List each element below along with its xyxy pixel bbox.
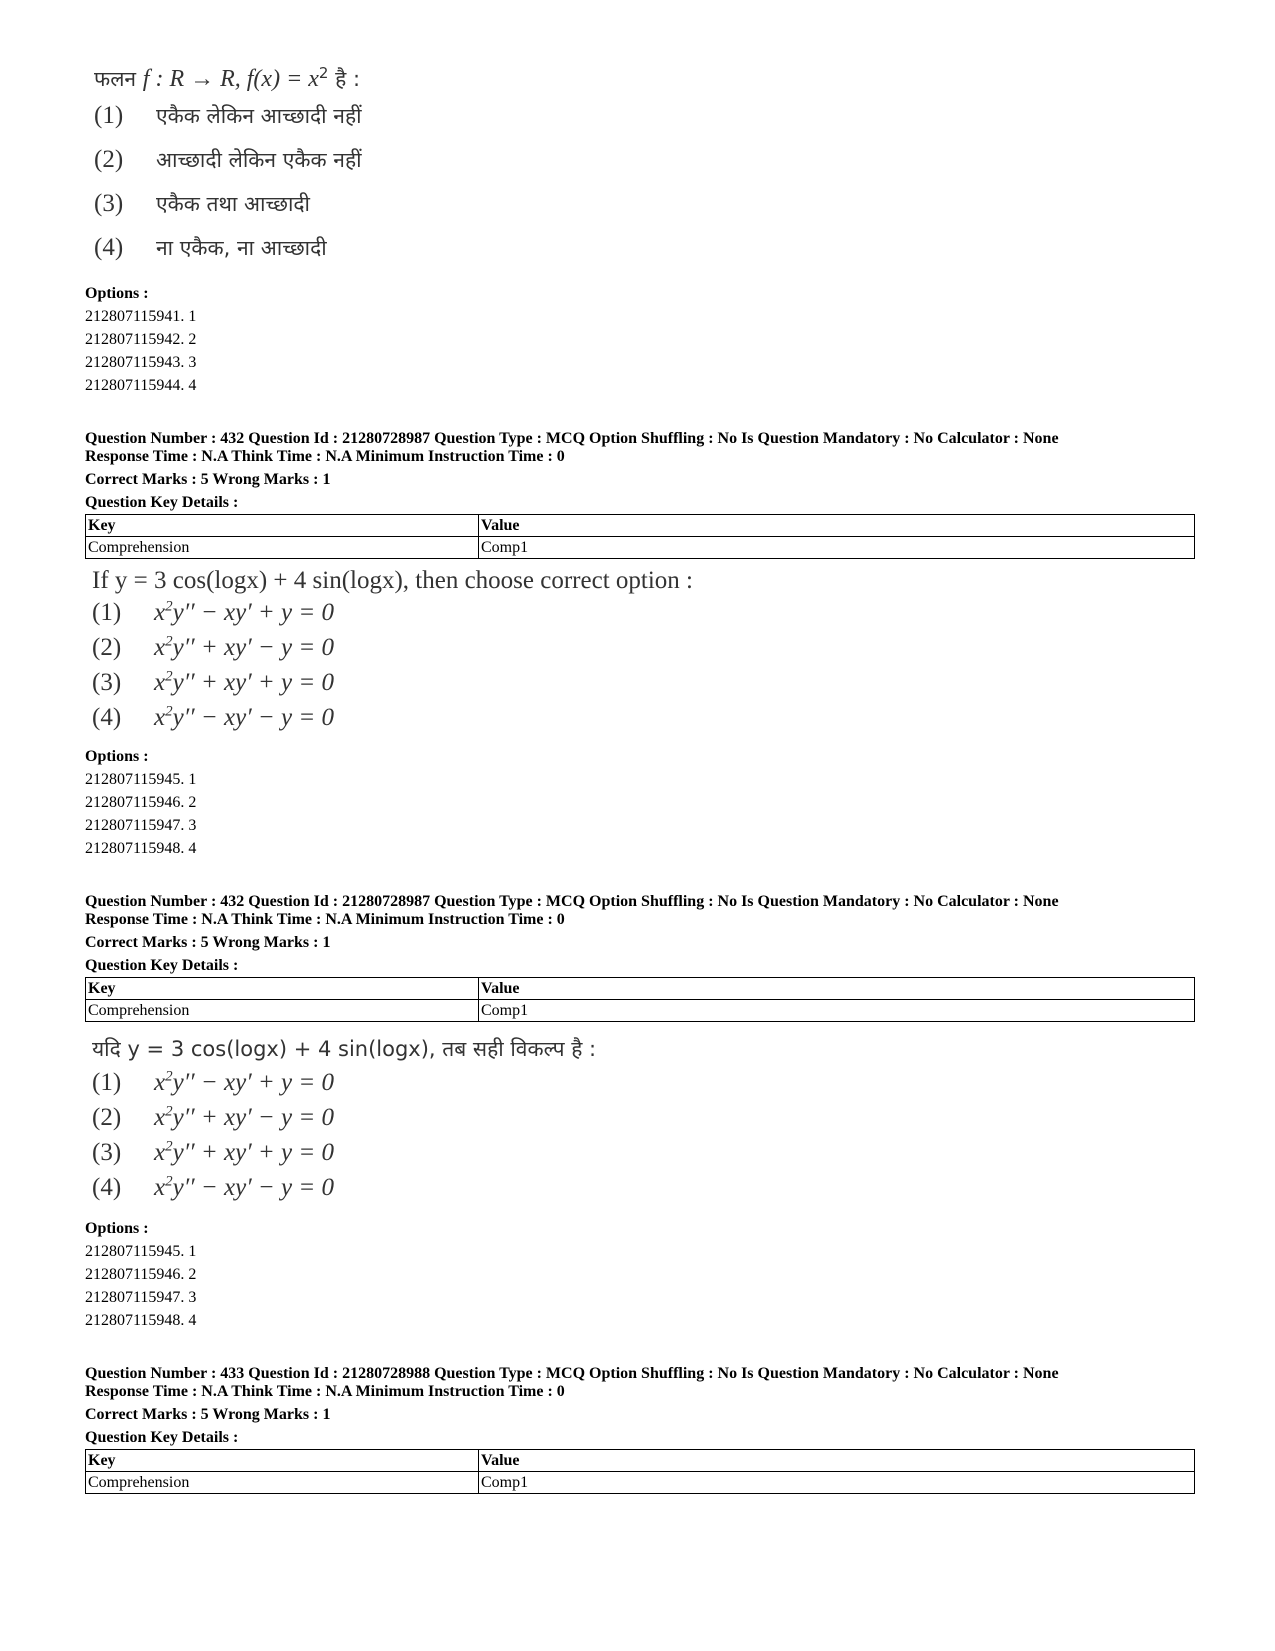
question-option: (2) $x^2y'' + xy' - y = 0$ <box>92 633 335 661</box>
table-header-key: Key <box>86 1450 479 1472</box>
table-cell-key: Comprehension <box>86 1472 479 1494</box>
table-cell-value: Comp1 <box>479 1472 1195 1494</box>
question-option: (2) $x^2y'' + xy' - y = 0$ <box>92 1103 335 1131</box>
question-stem: If y = 3 cos(logx) + 4 sin(logx), then choose correct option : <box>92 567 693 594</box>
question-key-details-label: Question Key Details : <box>85 1429 239 1446</box>
table-row <box>86 1000 1195 1022</box>
question-marks: Correct Marks : 5 Wrong Marks : 1 <box>85 471 331 488</box>
options-label: Options : <box>85 748 149 765</box>
question-key-table <box>85 1449 1195 1494</box>
question-meta-line: Response Time : N.A Think Time : N.A Minimum Instruction Time : 0 <box>85 911 565 928</box>
answer-option: 212807115947. 3 <box>85 817 197 834</box>
table-header-value: Value <box>479 1450 1195 1472</box>
table-cell-value: Comp1 <box>479 1000 1195 1022</box>
question-marks: Correct Marks : 5 Wrong Marks : 1 <box>85 934 331 951</box>
answer-option: 212807115945. 1 <box>85 771 197 788</box>
table-header-key: Key <box>86 515 479 537</box>
question-option: (3) एकैक तथा आच्छादी <box>94 190 310 217</box>
answer-option: 212807115946. 2 <box>85 1266 197 1283</box>
table-cell-key: Comprehension <box>86 537 479 559</box>
question-option: (3) $x^2y'' + xy' + y = 0$ <box>92 1138 335 1166</box>
question-option: (1) एकैक लेकिन आच्छादी नहीं <box>94 102 362 129</box>
table-cell-value: Comp1 <box>479 537 1195 559</box>
question-key-table <box>85 977 1195 1022</box>
table-header-value: Value <box>479 978 1195 1000</box>
answer-option: 212807115948. 4 <box>85 1312 197 1329</box>
table-header-row <box>86 1450 1195 1472</box>
answer-option: 212807115946. 2 <box>85 794 197 811</box>
question-meta-line: Response Time : N.A Think Time : N.A Minimum Instruction Time : 0 <box>85 448 565 465</box>
question-key-details-label: Question Key Details : <box>85 957 239 974</box>
table-header-row <box>86 978 1195 1000</box>
table-header-key: Key <box>86 978 479 1000</box>
answer-option: 212807115941. 1 <box>85 308 197 325</box>
question-key-table <box>85 514 1195 559</box>
question-option: (1) $x^2y'' - xy' + y = 0$ <box>92 1068 335 1096</box>
options-label: Options : <box>85 1220 149 1237</box>
question-option: (3) $x^2y'' + xy' + y = 0$ <box>92 668 335 696</box>
question-option: (4) $x^2y'' - xy' - y = 0$ <box>92 1173 335 1201</box>
table-cell-key: Comprehension <box>86 1000 479 1022</box>
table-header-row <box>86 515 1195 537</box>
question-stem: फलन f : R → R, $f(x) = x^2$ है : <box>94 64 361 92</box>
answer-option: 212807115948. 4 <box>85 840 197 857</box>
question-option: (4) $x^2y'' - xy' - y = 0$ <box>92 703 335 731</box>
question-image-3 <box>92 1034 596 1209</box>
question-option: (2) आच्छादी लेकिन एकैक नहीं <box>94 146 362 173</box>
question-meta-line: Question Number : 433 Question Id : 21280728988 Question Type : MCQ Option Shuffling : No Is Question Mandatory : No Calculator : None <box>85 1365 1059 1382</box>
question-image-1 <box>94 64 362 278</box>
question-meta-line: Response Time : N.A Think Time : N.A Minimum Instruction Time : 0 <box>85 1383 565 1400</box>
question-meta-line: Question Number : 432 Question Id : 21280728987 Question Type : MCQ Option Shuffling : No Is Question Mandatory : No Calculator : None <box>85 893 1059 910</box>
question-option: (1) $x^2y'' - xy' + y = 0$ <box>92 598 335 626</box>
options-label: Options : <box>85 285 149 302</box>
question-image-2 <box>92 566 693 739</box>
table-row <box>86 1472 1195 1494</box>
question-key-details-label: Question Key Details : <box>85 494 239 511</box>
answer-option: 212807115944. 4 <box>85 377 197 394</box>
question-meta-line: Question Number : 432 Question Id : 21280728987 Question Type : MCQ Option Shuffling : No Is Question Mandatory : No Calculator : None <box>85 430 1059 447</box>
question-stem: यदि y = 3 cos(logx) + 4 sin(logx), तब सही विकल्प है : <box>92 1037 597 1061</box>
answer-option: 212807115947. 3 <box>85 1289 197 1306</box>
answer-option: 212807115943. 3 <box>85 354 197 371</box>
answer-option: 212807115945. 1 <box>85 1243 197 1260</box>
question-option: (4) ना एकैक, ना आच्छादी <box>94 234 327 261</box>
question-marks: Correct Marks : 5 Wrong Marks : 1 <box>85 1406 331 1423</box>
answer-option: 212807115942. 2 <box>85 331 197 348</box>
table-row <box>86 537 1195 559</box>
table-header-value: Value <box>479 515 1195 537</box>
